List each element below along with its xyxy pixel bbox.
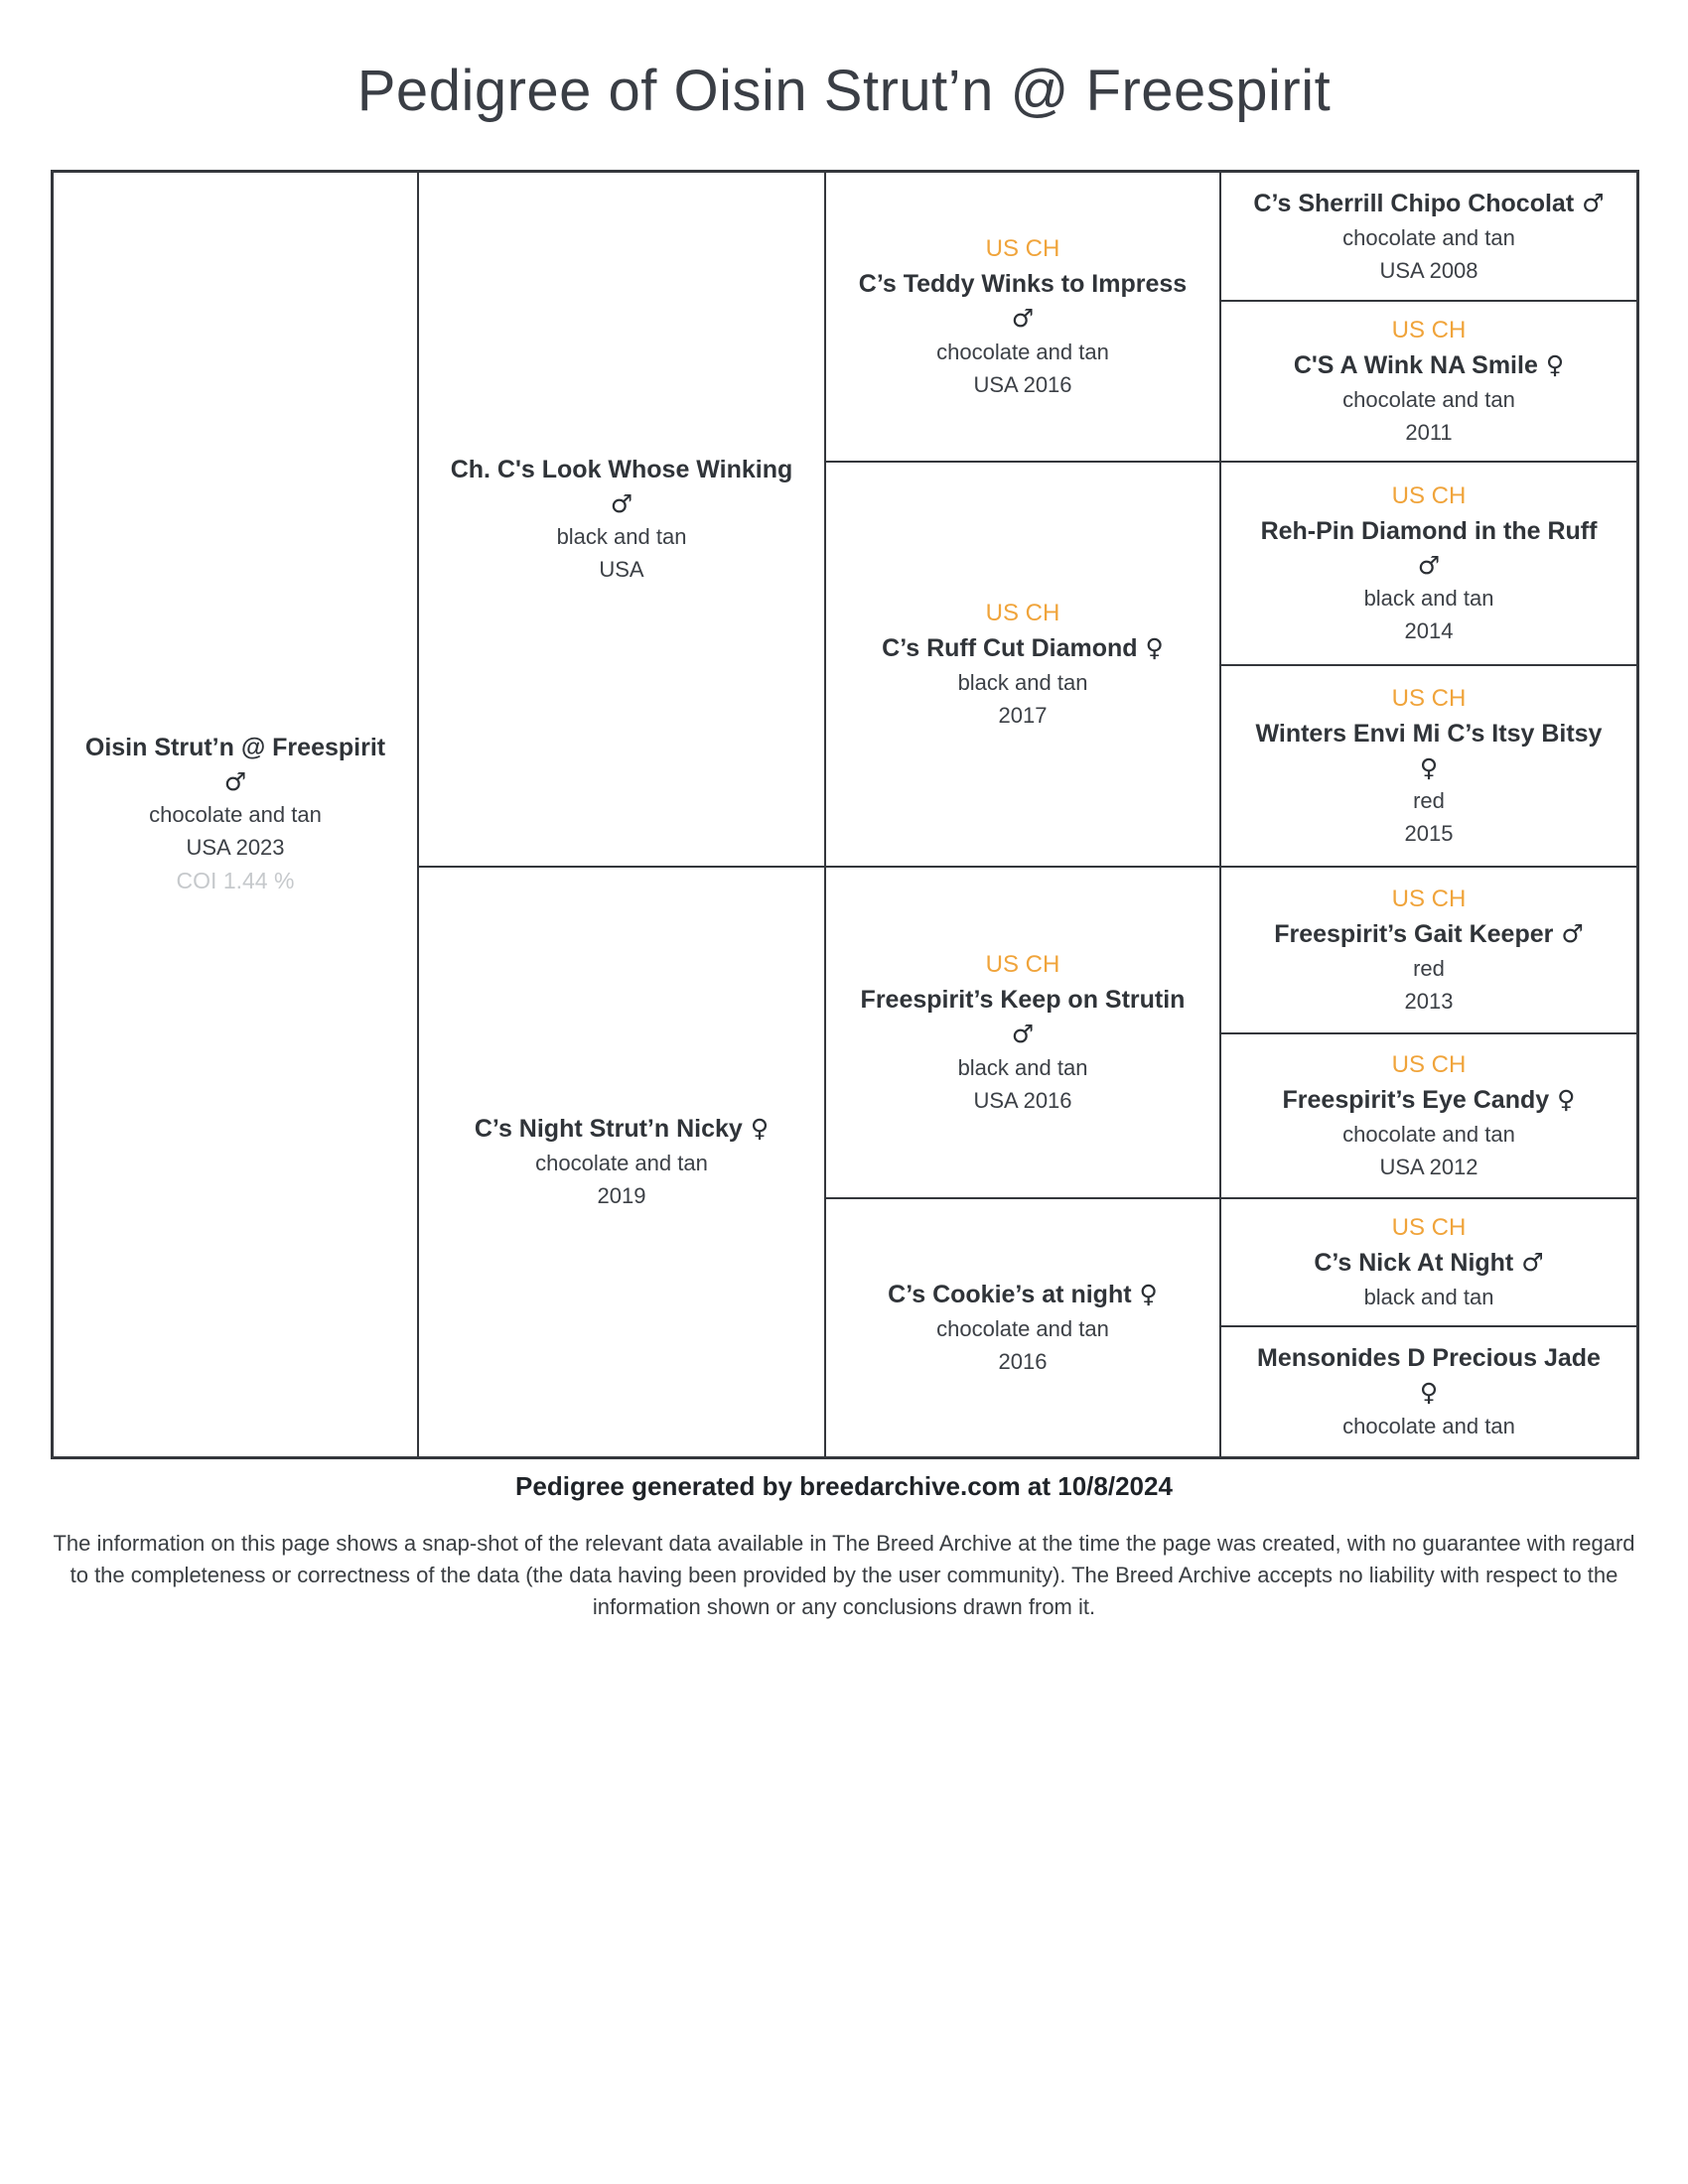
pedigree-cell-grandparent-3 (825, 867, 1220, 1198)
dog-origin: 2017 (998, 702, 1048, 728)
dog-color: red (1413, 788, 1445, 814)
dog-name (475, 1112, 769, 1147)
pedigree-cell-grandparent-2 (825, 462, 1220, 867)
dog-name (1283, 1083, 1576, 1118)
dog-origin: 2013 (1404, 988, 1454, 1014)
dog-name (888, 1278, 1158, 1312)
pedigree-cell-dam (418, 867, 825, 1457)
sex-symbol-line (1012, 1019, 1034, 1049)
dog-name (882, 631, 1164, 666)
dog-name (1314, 1246, 1543, 1281)
dog-origin: USA 2008 (1379, 257, 1478, 283)
dog-origin: 2019 (597, 1183, 646, 1208)
champion-title: US CH (1391, 1051, 1467, 1079)
male-symbol-icon: ♂ (1582, 188, 1605, 217)
dog-name: Reh-Pin Diamond in the Ruff (1260, 516, 1598, 545)
dog-origin: USA 2012 (1379, 1154, 1478, 1179)
pedigree-cell-grandparent-4 (825, 1198, 1220, 1457)
dog-name: Ch. C's Look Whose Winking (450, 455, 793, 483)
female-symbol-icon: ♀ (1419, 1378, 1439, 1408)
dog-color: black and tan (1363, 1284, 1494, 1309)
pedigree-cell-great-grandparent-7 (1220, 1198, 1637, 1326)
dog-name: C’s Teddy Winks to Impress (858, 270, 1188, 299)
sex-symbol-line (224, 766, 246, 797)
male-symbol-icon: ♂ (610, 488, 633, 518)
male-symbol-icon: ♂ (1011, 304, 1035, 334)
sex-symbol-line (1420, 752, 1438, 783)
dog-name-text: C’s Ruff Cut Diamond (882, 633, 1138, 662)
dog-color: black and tan (957, 669, 1088, 695)
dog-name-text: Freespirit’s Eye Candy (1282, 1085, 1550, 1114)
dog-origin: USA 2023 (186, 835, 285, 861)
dog-name: Winters Envi Mi C’s Itsy Bitsy (1255, 719, 1603, 748)
champion-title: US CH (1391, 886, 1467, 913)
female-symbol-icon: ♀ (1419, 752, 1439, 782)
dog-name-text: C'S A Wink NA Smile (1293, 350, 1538, 379)
pedigree-cell-great-grandparent-3 (1220, 462, 1637, 665)
female-symbol-icon: ♀ (750, 1114, 770, 1143)
dog-name (1294, 348, 1564, 383)
dog-name: Mensonides D Precious Jade (1257, 1344, 1601, 1373)
male-symbol-icon: ♂ (1521, 1247, 1544, 1277)
champion-title: US CH (985, 951, 1060, 979)
pedigree-table (51, 170, 1639, 1459)
dog-origin: USA 2016 (973, 1087, 1072, 1113)
dog-origin: 2014 (1404, 618, 1454, 644)
dog-name-text: Freespirit’s Gait Keeper (1274, 919, 1554, 948)
pedigree-cell-subject (53, 172, 418, 1457)
sex-symbol-line (1418, 550, 1440, 581)
pedigree-cell-sire (418, 172, 825, 867)
male-symbol-icon: ♂ (223, 767, 247, 797)
male-symbol-icon: ♂ (1417, 550, 1441, 580)
dog-color: chocolate and tan (1342, 1413, 1515, 1438)
pedigree-cell-great-grandparent-1 (1220, 172, 1637, 301)
dog-color: chocolate and tan (936, 1316, 1109, 1341)
champion-title: US CH (985, 600, 1060, 627)
pedigree-cell-grandparent-1 (825, 172, 1220, 462)
dog-color: chocolate and tan (535, 1151, 708, 1175)
disclaimer-text: The information on this page shows a snap-shot of the relevant data available in The Breed Archive at the time the page was created, with no guarantee with regard to the completeness or correctness of the data (the data having been provided by the user community). The Breed Archive accepts no liability with respect to the information shown or any conclusions drawn from it. (53, 1531, 1635, 1619)
sex-symbol-line (611, 488, 633, 519)
champion-title: US CH (1391, 317, 1467, 344)
generated-by-note: Pedigree generated by breedarchive.com at 10/8/2024 (515, 1471, 1173, 1501)
dog-origin: 2016 (998, 1349, 1048, 1374)
dog-color: chocolate and tan (149, 802, 322, 828)
sex-symbol-line (1012, 303, 1034, 334)
dog-origin: 2015 (1404, 821, 1454, 847)
dog-color: black and tan (957, 1054, 1088, 1080)
page-title: Pedigree of Oisin Strut’n @ Freespirit (356, 59, 1332, 123)
dog-name-text: C’s Cookie’s at night (888, 1281, 1132, 1308)
dog-color: red (1413, 955, 1445, 981)
dog-color: chocolate and tan (936, 339, 1109, 364)
dog-origin: 2011 (1405, 419, 1453, 445)
dog-name-text: C’s Sherrill Chipo Chocolat (1253, 189, 1575, 217)
pedigree-cell-great-grandparent-5 (1220, 867, 1637, 1033)
pedigree-cell-great-grandparent-4 (1220, 665, 1637, 867)
female-symbol-icon: ♀ (1145, 632, 1164, 662)
coi-value: COI 1.44 % (176, 868, 295, 894)
dog-name (1274, 917, 1584, 952)
female-symbol-icon: ♀ (1139, 1280, 1158, 1308)
dog-color: chocolate and tan (1342, 1121, 1515, 1147)
male-symbol-icon: ♂ (1011, 1020, 1035, 1049)
champion-title: US CH (1391, 1214, 1467, 1242)
dog-name: Freespirit’s Keep on Strutin (860, 986, 1186, 1015)
dog-color: chocolate and tan (1342, 386, 1515, 412)
champion-title: US CH (985, 235, 1060, 263)
dog-origin: USA (599, 557, 644, 583)
female-symbol-icon: ♀ (1557, 1084, 1576, 1114)
champion-title: US CH (1391, 684, 1467, 712)
champion-title: US CH (1391, 481, 1467, 509)
dog-color: chocolate and tan (1342, 224, 1515, 250)
dog-color: black and tan (1363, 586, 1494, 612)
female-symbol-icon: ♀ (1545, 349, 1565, 379)
dog-name: Oisin Strut’n @ Freespirit (84, 734, 386, 762)
pedigree-cell-great-grandparent-6 (1220, 1033, 1637, 1198)
sex-symbol-line (1420, 1377, 1438, 1408)
dog-name-text: C’s Nick At Night (1314, 1248, 1514, 1277)
dog-color: black and tan (556, 524, 687, 550)
male-symbol-icon: ♂ (1561, 918, 1584, 948)
dog-name-text: C’s Night Strut’n Nicky (474, 1115, 743, 1143)
pedigree-cell-great-grandparent-2 (1220, 301, 1637, 462)
pedigree-cell-great-grandparent-8 (1220, 1326, 1637, 1457)
dog-origin: USA 2016 (973, 371, 1072, 397)
dog-name (1253, 187, 1604, 221)
